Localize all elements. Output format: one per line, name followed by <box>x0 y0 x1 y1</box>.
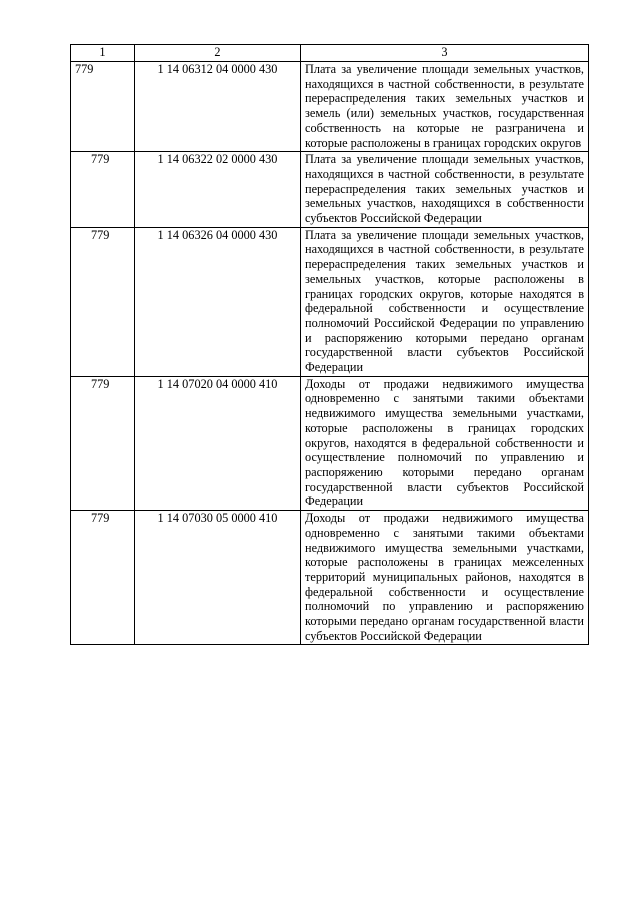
budget-codes-table <box>70 44 589 645</box>
revenue-code-cell: 1 14 07030 05 0000 410 <box>135 511 301 645</box>
column-header-1: 1 <box>71 45 135 62</box>
admin-code-cell: 779 <box>71 511 135 645</box>
admin-code-cell: 779 <box>71 376 135 510</box>
table-row <box>71 511 589 645</box>
admin-code-cell: 779 <box>71 227 135 376</box>
document-page <box>70 44 588 645</box>
table-row <box>71 376 589 510</box>
admin-code-cell: 779 <box>71 62 135 152</box>
description-cell: Плата за увеличение площади земельных участков, находящихся в частной собственности, в результате перераспределения таких земельных участков и земельных участков, которые расположены в границах городских округов, которые находятся в федеральной собственности и осуществление полномочий Российской Федерации по управлению и распоряжению которыми передано органам государственной власти субъектов Российской Федерации <box>301 227 589 376</box>
description-cell: Плата за увеличение площади земельных участков, находящихся в частной собственности, в результате перераспределения таких земельных участков и земель (или) земельных участков, государственная собственность на которые не разграничена и которые расположены в границах городских округов <box>301 62 589 152</box>
description-cell: Доходы от продажи недвижимого имущества одновременно с занятыми такими объектами недвижимого имущества земельными участками, которые расположены в границах межселенных территорий муниципальных районов, находятся в федеральной собственности и осуществление полномочий по управлению и распоряжению которыми передано органам государственной власти субъектов Российской Федерации <box>301 511 589 645</box>
table-row <box>71 227 589 376</box>
table-header-row <box>71 45 589 62</box>
column-header-2: 2 <box>135 45 301 62</box>
table-row <box>71 62 589 152</box>
revenue-code-cell: 1 14 07020 04 0000 410 <box>135 376 301 510</box>
column-header-3: 3 <box>301 45 589 62</box>
table-row <box>71 152 589 228</box>
admin-code-cell: 779 <box>71 152 135 228</box>
revenue-code-cell: 1 14 06312 04 0000 430 <box>135 62 301 152</box>
description-cell: Плата за увеличение площади земельных участков, находящихся в частной собственности, в результате перераспределения таких земельных участков и земельных участков, находящихся в собственности субъектов Российской Федерации <box>301 152 589 228</box>
revenue-code-cell: 1 14 06322 02 0000 430 <box>135 152 301 228</box>
description-cell: Доходы от продажи недвижимого имущества одновременно с занятыми такими объектами недвижимого имущества земельными участками, которые расположены в границах городских округов, находятся в федеральной собственности и осуществление полномочий по управлению и распоряжению которыми передано органам государственной власти субъектов Российской Федерации <box>301 376 589 510</box>
revenue-code-cell: 1 14 06326 04 0000 430 <box>135 227 301 376</box>
